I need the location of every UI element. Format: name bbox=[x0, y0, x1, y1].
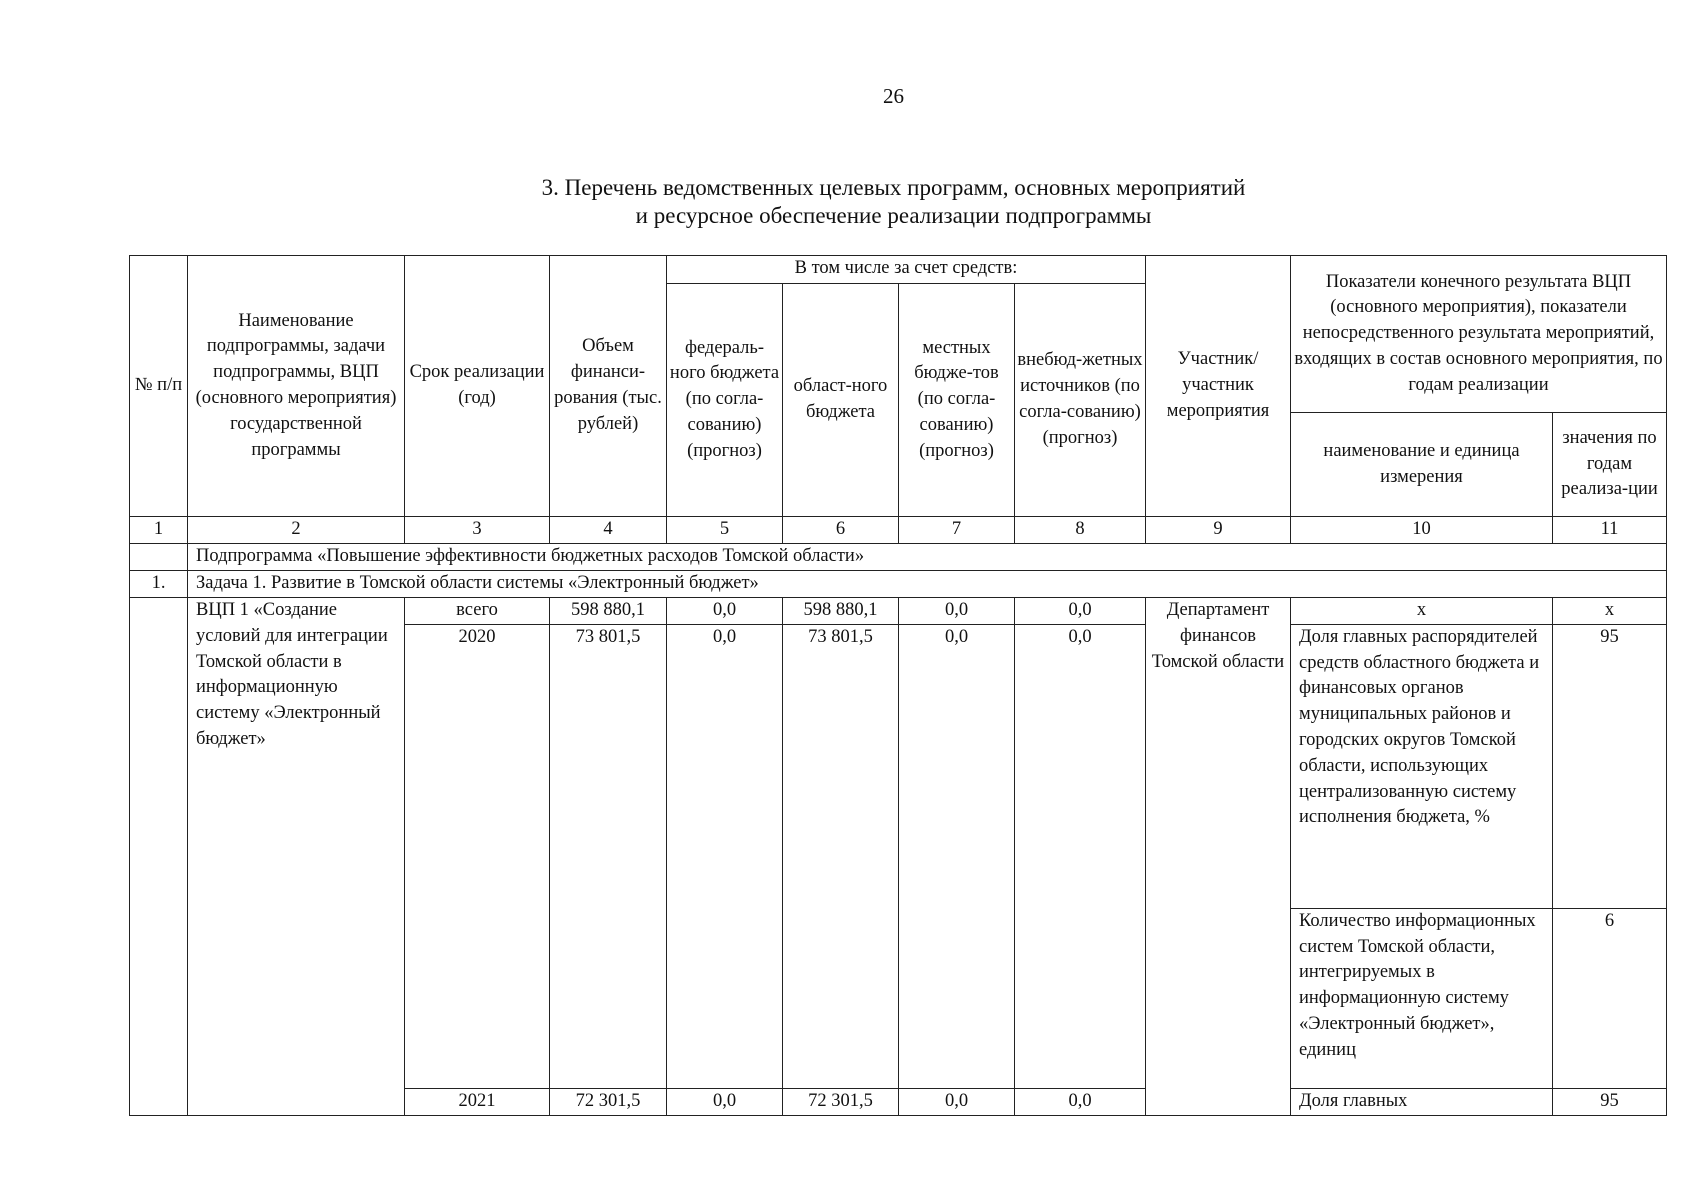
regional-cell: 72 301,5 bbox=[783, 1088, 899, 1115]
task-title: Задача 1. Развитие в Томской области системы «Электронный бюджет» bbox=[188, 571, 1667, 598]
subprogram-row bbox=[130, 544, 1667, 571]
indicator-value-cell: 95 bbox=[1553, 624, 1667, 908]
indicator-value-cell: 95 bbox=[1553, 1088, 1667, 1115]
local-cell: 0,0 bbox=[899, 1088, 1015, 1115]
header-period: Срок реализации (год) bbox=[405, 256, 550, 517]
header-federal: федераль-ного бюджета (по согла-сованию) (прогноз) bbox=[667, 284, 783, 517]
header-indicators-group: Показатели конечного результата ВЦП (основного мероприятия), показатели непосредственного результата мероприятий, входящих в состав основного мероприятия, по годам реализации bbox=[1291, 256, 1667, 413]
indicator-value-cell: 6 bbox=[1553, 908, 1667, 1088]
subprogram-title: Подпрограмма «Повышение эффективности бюджетных расходов Томской области» bbox=[188, 544, 1667, 571]
regional-cell: 598 880,1 bbox=[783, 598, 899, 625]
local-cell: 0,0 bbox=[899, 598, 1015, 625]
extrabudgetary-cell: 0,0 bbox=[1015, 624, 1146, 1088]
header-local: местных бюдже-тов (по согла-сованию) (прогноз) bbox=[899, 284, 1015, 517]
program-table bbox=[129, 255, 1667, 1116]
header-number: № п/п bbox=[130, 256, 188, 517]
indicator-name-cell: х bbox=[1291, 598, 1553, 625]
column-number: 1 bbox=[130, 517, 188, 544]
header-extrabudgetary: внебюд-жетных источников (по согла-сованию) (прогноз) bbox=[1015, 284, 1146, 517]
indicator-name-cell: Доля главных bbox=[1291, 1088, 1553, 1115]
column-number: 4 bbox=[550, 517, 667, 544]
federal-cell: 0,0 bbox=[667, 598, 783, 625]
total-cell: 73 801,5 bbox=[550, 624, 667, 1088]
period-cell: 2021 bbox=[405, 1088, 550, 1115]
period-cell: 2020 bbox=[405, 624, 550, 1088]
table-row bbox=[130, 598, 1667, 625]
header-indicator-name: наименование и единица измерения bbox=[1291, 413, 1553, 517]
vcp-name: ВЦП 1 «Создание условий для интеграции Томской области в информационную систему «Электронный бюджет» bbox=[188, 598, 405, 1116]
period-cell: всего bbox=[405, 598, 550, 625]
column-number: 10 bbox=[1291, 517, 1553, 544]
column-number: 3 bbox=[405, 517, 550, 544]
title-line-1: 3. Перечень ведомственных целевых программ, основных мероприятий bbox=[541, 175, 1246, 200]
federal-cell: 0,0 bbox=[667, 1088, 783, 1115]
title-line-2: и ресурсное обеспечение реализации подпрограммы bbox=[635, 203, 1152, 228]
regional-cell: 73 801,5 bbox=[783, 624, 899, 1088]
column-number: 7 bbox=[899, 517, 1015, 544]
total-cell: 598 880,1 bbox=[550, 598, 667, 625]
participant-cell: Департамент финансов Томской области bbox=[1146, 598, 1291, 1116]
column-number: 6 bbox=[783, 517, 899, 544]
header-funding-group: В том числе за счет средств: bbox=[667, 256, 1146, 284]
indicator-value-cell: х bbox=[1553, 598, 1667, 625]
header-participant: Участник/ участник мероприятия bbox=[1146, 256, 1291, 517]
indicator-name-cell: Доля главных распорядителей средств областного бюджета и финансовых органов муниципальных районов и городских округов Томской области, использующих централизованную систему исполнения бюджета, % bbox=[1291, 624, 1553, 908]
local-cell: 0,0 bbox=[899, 624, 1015, 1088]
header-regional: област-ного бюджета bbox=[783, 284, 899, 517]
header-indicator-values: значения по годам реализа-ции bbox=[1553, 413, 1667, 517]
task-number: 1. bbox=[130, 571, 188, 598]
federal-cell: 0,0 bbox=[667, 624, 783, 1088]
column-numbers-row bbox=[130, 517, 1667, 544]
column-number: 11 bbox=[1553, 517, 1667, 544]
header-name: Наименование подпрограммы, задачи подпрограммы, ВЦП (основного мероприятия) государственной программы bbox=[188, 256, 405, 517]
page-title bbox=[0, 174, 1698, 230]
header-total-funding: Объем финанси-рования (тыс. рублей) bbox=[550, 256, 667, 517]
extrabudgetary-cell: 0,0 bbox=[1015, 598, 1146, 625]
indicator-name-cell: Количество информационных систем Томской области, интегрируемых в информационную систему «Электронный бюджет», единиц bbox=[1291, 908, 1553, 1088]
column-number: 2 bbox=[188, 517, 405, 544]
total-cell: 72 301,5 bbox=[550, 1088, 667, 1115]
extrabudgetary-cell: 0,0 bbox=[1015, 1088, 1146, 1115]
column-number: 9 bbox=[1146, 517, 1291, 544]
task-row bbox=[130, 571, 1667, 598]
column-number: 5 bbox=[667, 517, 783, 544]
page-number: 26 bbox=[883, 84, 904, 108]
column-number: 8 bbox=[1015, 517, 1146, 544]
